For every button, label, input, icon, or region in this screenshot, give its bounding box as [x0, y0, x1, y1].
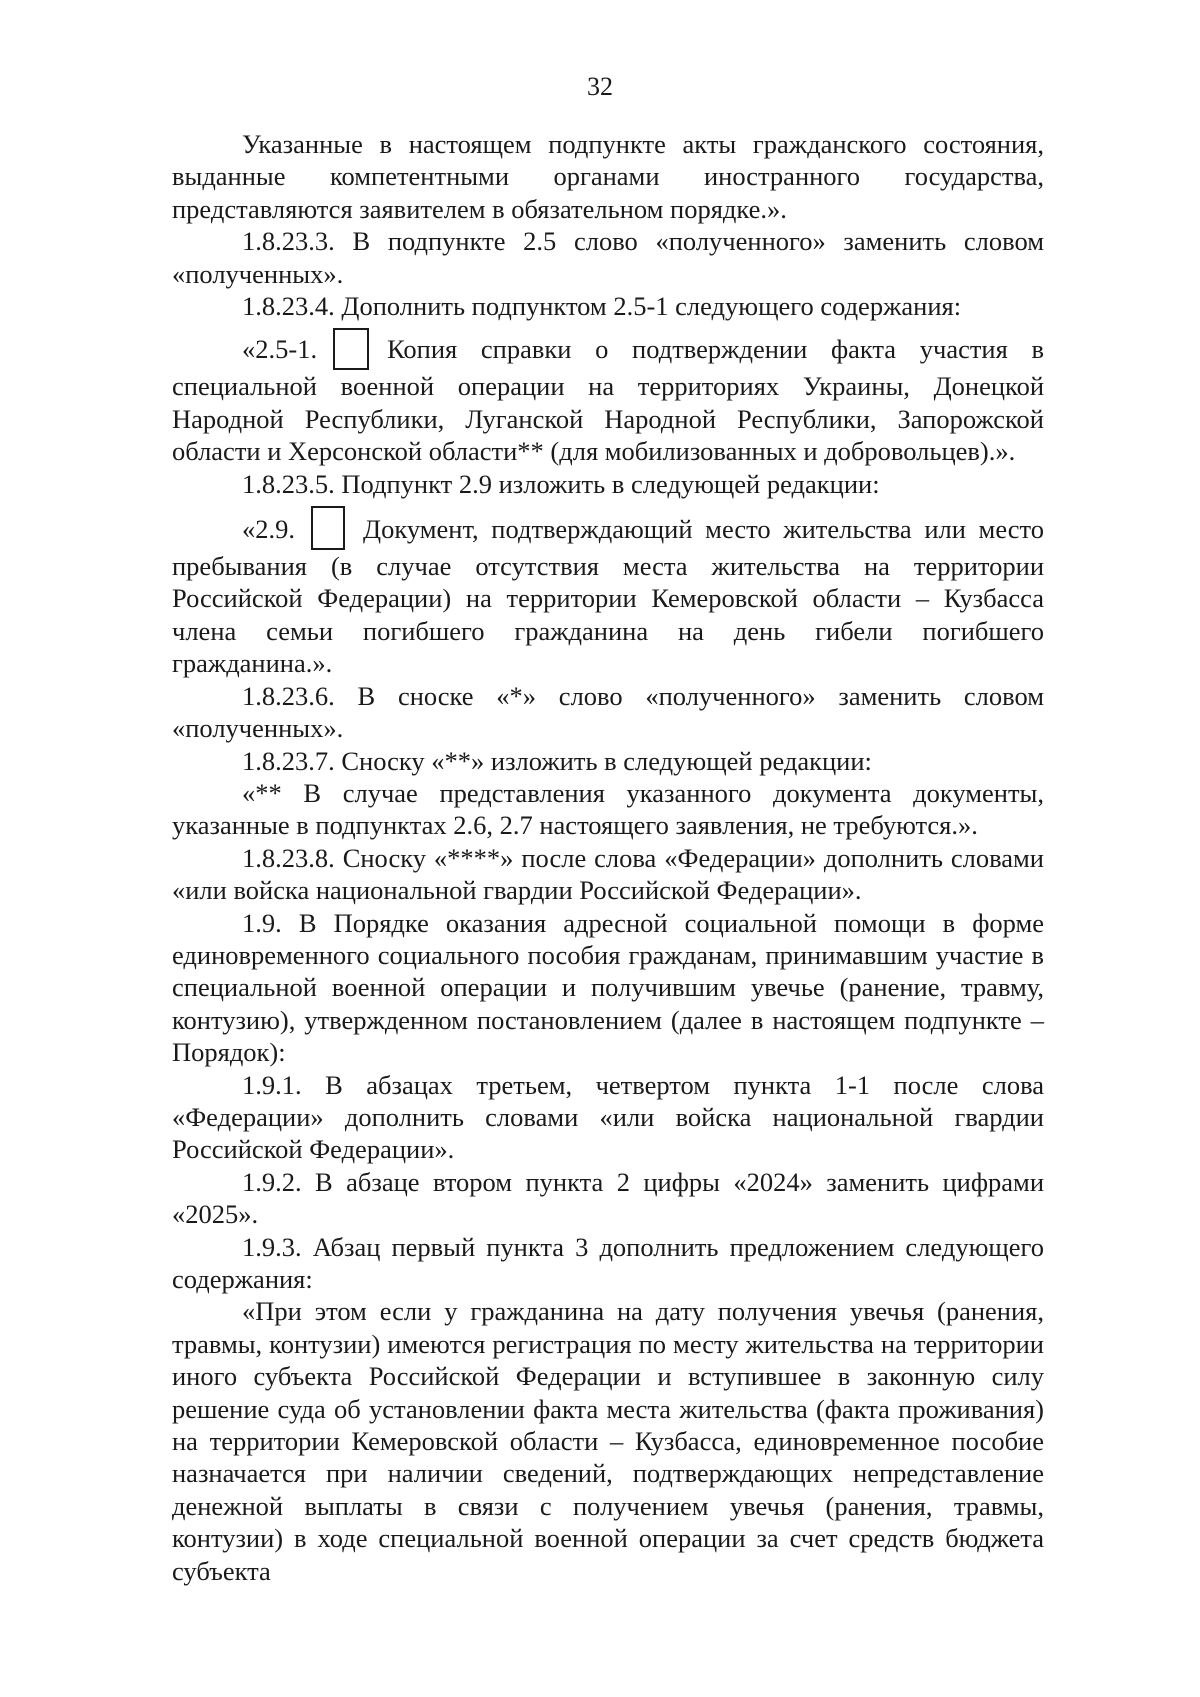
- paragraph-1-8-23-4: 1.8.23.4. Дополнить подпунктом 2.5-1 следующего содержания:: [242, 291, 962, 322]
- checkbox-2-5-1[interactable]: [333, 328, 369, 370]
- item-text-2-5-1: Копия справки о подтверждении факта участия в специальной военной операции на территориях Украины, Донецкой Народной Республики, Луганской Народной Республики, Запорожской области и Херсонской области** (для мобилизованных и добровольцев).».: [172, 334, 1044, 467]
- checkbox-2-9[interactable]: [311, 506, 345, 550]
- item-text-2-9: Документ, подтверждающий место жительства или место пребывания (в случае отсутствия места жительства на территории Российской Федерации) на территории Кемеровской области – Кузбасса члена семьи погибшего гражданина на день гибели погибшего гражданина.».: [172, 514, 1044, 679]
- document-body: [172, 128, 1044, 1587]
- paragraph-1-9: 1.9. В Порядке оказания адресной социальной помощи в форме единовременного социального пособия гражданам, принимавшим участие в специальной военной операции и получившим увечье (ранение, травму, контузию), утвержденном постановлением (далее в настоящем подпункте – Порядок):: [172, 907, 1044, 1068]
- paragraph-2-9: [172, 506, 1044, 680]
- paragraph-1-8-23-6: 1.8.23.6. В сноске «*» слово «полученного» заменить словом «полученных».: [172, 680, 1044, 744]
- paragraph-1-9-3: 1.9.3. Абзац первый пункта 3 дополнить предложением следующего содержания:: [172, 1231, 1044, 1294]
- item-number-2-5-1: «2.5-1.: [242, 334, 318, 365]
- paragraph-1-8-23-3: 1.8.23.3. В подпункте 2.5 слово «полученного» заменить словом «полученных».: [172, 226, 1044, 289]
- paragraph-quoted-addition: «При этом если у гражданина на дату получения увечья (ранения, травмы, контузии) имеются регистрация по месту жительства на территории иного субъекта Российской Федерации и вступившее в законную силу решение суда об установлении факта места жительства (факта проживания) на территории Кемеровской области – Кузбасса, единовременное пособие назначается при наличии сведений, подтверждающих непредставление денежной выплаты в связи с получением увечья (ранения, травмы, контузии) в ходе специальной военной операции за счет средств бюджета субъекта: [172, 1296, 1044, 1586]
- paragraph-1-8-23-5: 1.8.23.5. Подпункт 2.9 изложить в следующей редакции:: [242, 468, 880, 499]
- paragraph-1-9-2: 1.9.2. В абзаце втором пункта 2 цифры «2024» заменить цифрами «2025».: [172, 1166, 1044, 1230]
- paragraph-footnote-text: «** В случае представления указанного документа документы, указанные в подпунктах 2.6, 2.7 настоящего заявления, не требуются.».: [172, 777, 1044, 841]
- paragraph-1-8-23-7: 1.8.23.7. Сноску «**» изложить в следующей редакции:: [242, 745, 872, 776]
- paragraph-1-8-23-8: 1.8.23.8. Сноску «****» после слова «Федерации» дополнить словами «или войска национальной гвардии Российской Федерации».: [172, 842, 1044, 906]
- page-number: 32: [587, 72, 613, 101]
- paragraph-2-5-1: [172, 328, 1044, 467]
- paragraph-1-9-1: 1.9.1. В абзацах третьем, четвертом пункта 1-1 после слова «Федерации» дополнить словами «или войска национальной гвардии Российской Федерации».: [172, 1069, 1044, 1165]
- item-number-2-9: «2.9.: [242, 514, 295, 545]
- paragraph-civil-acts: Указанные в настоящем подпункте акты гражданского состояния, выданные компетентными органами иностранного государства, представляются заявителем в обязательном порядке.».: [172, 129, 1044, 224]
